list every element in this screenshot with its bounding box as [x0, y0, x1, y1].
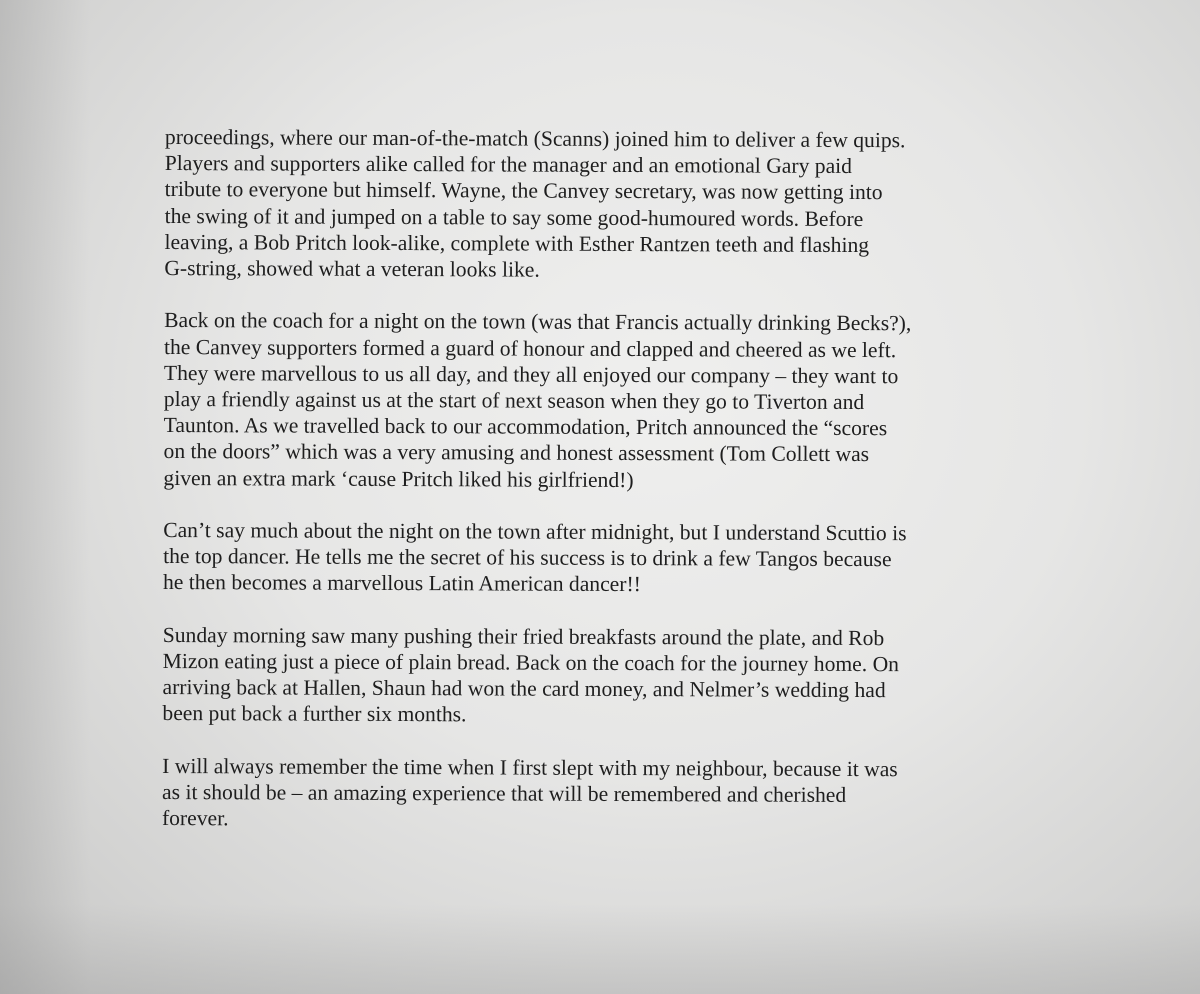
text-line: given an extra mark ‘cause Pritch liked his girlfriend!)	[163, 465, 634, 492]
text-line: as it should be – an amazing experience that will be remembered and cherished	[162, 780, 847, 807]
paragraph-celebration	[164, 124, 1065, 285]
page-shadow-left	[0, 0, 90, 994]
text-line: Sunday morning saw many pushing their fried breakfasts around the plate, and Rob	[162, 622, 885, 650]
text-line: Taunton. As we travelled back to our accommodation, Pritch announced the “scores	[163, 413, 888, 441]
paragraph-coach-night	[163, 307, 1064, 494]
text-line: G-string, showed what a veteran looks like.	[164, 256, 540, 282]
text-line: been put back a further six months.	[162, 701, 467, 727]
text-line: Players and supporters alike called for the manager and an emotional Gary paid	[164, 151, 853, 179]
text-line: I will always remember the time when I first slept with my neighbour, because it was	[162, 753, 898, 782]
text-line: play a friendly against us at the start of next season when they go to Tiverton and	[163, 387, 865, 415]
paragraph-closing	[162, 753, 1062, 836]
text-line: Back on the coach for a night on the town (was that Francis actually drinking Becks?),	[164, 308, 912, 336]
text-line: proceedings, where our man-of-the-match (Scanns) joined him to deliver a few quips.	[164, 124, 906, 153]
text-line: forever.	[161, 806, 229, 831]
text-line: the top dancer. He tells me the secret of his success is to drink a few Tangos because	[163, 544, 892, 572]
text-line: he then becomes a marvellous Latin American dancer!!	[162, 570, 641, 597]
paragraph-sunday	[162, 622, 1062, 731]
text-line: arriving back at Hallen, Shaun had won the card money, and Nelmer’s wedding had	[162, 675, 886, 703]
document-body	[162, 124, 1065, 862]
text-line: on the doors” which was a very amusing and honest assessment (Tom Collett was	[163, 439, 870, 467]
page-shadow-bottom	[0, 904, 1200, 994]
text-line: Mizon eating just a piece of plain bread. Back on the coach for the journey home. On	[162, 649, 900, 677]
text-line: Can’t say much about the night on the town after midnight, but I understand Scuttio is	[163, 518, 907, 546]
text-line: They were marvellous to us all day, and they all enjoyed our company – they want to	[163, 360, 899, 389]
text-line: leaving, a Bob Pritch look-alike, complete with Esther Rantzen teeth and flashing	[164, 229, 870, 257]
paragraph-dancer	[163, 517, 1063, 600]
text-line: the swing of it and jumped on a table to say some good-humoured words. Before	[164, 203, 864, 231]
text-line: the Canvey supporters formed a guard of honour and clapped and cheered as we left.	[163, 334, 897, 362]
text-line: tribute to everyone but himself. Wayne, the Canvey secretary, was now getting into	[164, 177, 883, 205]
